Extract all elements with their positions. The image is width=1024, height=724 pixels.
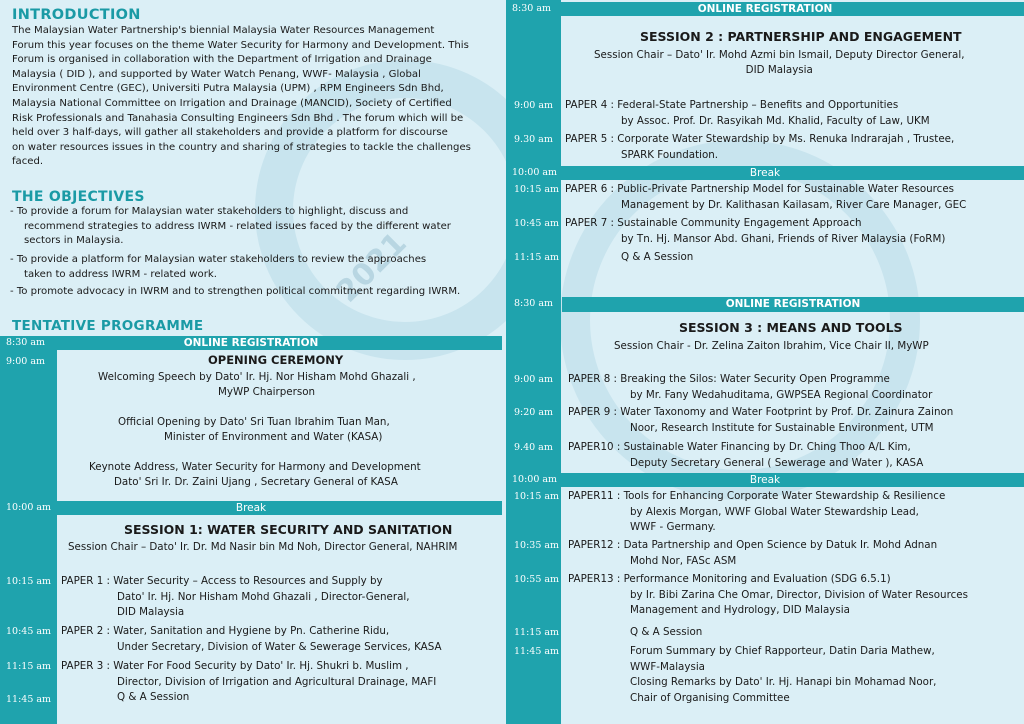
time-label: 9:20 am — [514, 407, 554, 418]
paper-12: PAPER12 : Data Partnership and Open Science by Datuk Ir. Mohd Adnan Mohd Nor, FASc ASM — [568, 539, 938, 567]
right-break-bar-1: 10:00 am Break — [506, 166, 1024, 180]
session-2-title: SESSION 2 : PARTNERSHIP AND ENGAGEMENT — [640, 29, 962, 44]
official-opening: Official Opening by Dato' Sri Tuan Ibrahim Tuan Man, Minister of Environment and Water (KASA) — [118, 416, 390, 443]
objective-item-2: - To provide a platform for Malaysian water stakeholders to review the approaches taken to address IWRM - related work. — [10, 254, 427, 280]
session-3-title: SESSION 3 : MEANS AND TOOLS — [679, 320, 903, 335]
time-label: 11:45 am — [514, 646, 560, 657]
left-registration-bar: 8:30 am ONLINE REGISTRATION — [0, 336, 502, 350]
time-label: 10:45 am — [514, 218, 560, 229]
paper-9: PAPER 9 : Water Taxonomy and Water Footprint by Prof. Dr. Zainura Zainon Noor, Research Institute for Sustainable Environment, UTM — [568, 406, 954, 434]
opening-ceremony-title: OPENING CEREMONY — [208, 353, 344, 367]
time-label: 10:15 am — [6, 576, 52, 587]
time-label: 10:35 am — [514, 540, 560, 551]
time-label: 9:00 am — [514, 100, 554, 111]
paper-7: PAPER 7 : Sustainable Community Engagement Approach by Tn. Hj. Mansor Abd. Ghani, Friends of River Malaysia (FoRM) — [565, 217, 946, 245]
closing-remarks: Forum Summary by Chief Rapporteur, Datin Daria Mathew, WWF-Malaysia Closing Remarks by Dato' Ir. Hj. Hanapi bin Mohamad Noor, Chair of Organising Committee — [630, 645, 937, 704]
time-label: 9.40 am — [514, 442, 553, 453]
time-label: 10:15 am — [514, 491, 560, 502]
time-label: 9:00 am — [6, 356, 46, 367]
paper-13: PAPER13 : Performance Monitoring and Evaluation (SDG 6.5.1) by Ir. Bibi Zarina Che Omar, Director, Division of Water Resources Management and Hydrology, DID Malaysia — [568, 573, 968, 617]
time-label: 11:15 am — [514, 627, 560, 638]
objective-item-3: - To promote advocacy in IWRM and to strengthen political commitment regarding IWRM. — [10, 286, 461, 297]
time-label: 9.30 am — [514, 134, 553, 145]
right-break-bar-2: 10:00 am Break — [506, 473, 1024, 487]
intro-paragraph: The Malaysian Water Partnership's biennial Malaysia Water Resources Management Forum this year focuses on the theme Water Security for Harmony and Development. This Forum is organised in collaboration with the Department of Irrigation and Drainage Malaysia ( DID ), and supported by Water Watch Penang, WWF- Malaysia , Global Environment Centre (GEC), Universiti Putra Malaysia (UPM) , RPM Engineers Sdn Bhd, Malaysia National Committee on Irrigation and Drainage (MANCID), Society of Certified Risk Professionals and Tanahasia Consulting Engineers Sdn Bhd . The forum which will be held over 3 half-days, will gather all stakeholders and provide a platform for discourse on water resources issues in the country and sharing of strategies to tackle the challenges faced. — [12, 25, 471, 168]
paper-5: PAPER 5 : Corporate Water Stewardship by Ms. Renuka Indrarajah , Trustee, SPARK Foundation. — [565, 133, 955, 161]
paper-1: PAPER 1 : Water Security – Access to Resources and Supply by Dato' Ir. Hj. Nor Hisham Mohd Ghazali , Director-General, DID Malaysia — [61, 575, 410, 619]
paper-3: PAPER 3 : Water For Food Security by Dato' Ir. Hj. Shukri b. Muslim , Director, Division of Irrigation and Agricultural Drainage, MAFI Q & A Session — [61, 660, 437, 704]
right-registration-bar-1: 8:30 am ONLINE REGISTRATION — [506, 2, 1024, 16]
watermark-year: 2021 — [329, 225, 414, 310]
objectives-heading: THE OBJECTIVES — [12, 189, 145, 205]
time-label: 8:30 am — [514, 298, 554, 309]
paper-8: PAPER 8 : Breaking the Silos: Water Security Open Programme by Mr. Fany Wedahuditama, GWPSEA Regional Coordinator — [568, 373, 933, 401]
paper-6: PAPER 6 : Public-Private Partnership Model for Sustainable Water Resources Management by Dr. Kalithasan Kailasam, River Care Manager, GEC — [565, 183, 967, 211]
paper-11: PAPER11 : Tools for Enhancing Corporate Water Stewardship & Resilience by Alexis Morgan, WWF Global Water Stewardship Lead, WWF - Germany. — [568, 490, 946, 534]
welcoming-speech: Welcoming Speech by Dato' Ir. Hj. Nor Hisham Mohd Ghazali , MyWP Chairperson — [98, 371, 416, 398]
paper-2: PAPER 2 : Water, Sanitation and Hygiene by Pn. Catherine Ridu, Under Secretary, Division of Water & Sewerage Services, KASA — [61, 625, 442, 653]
programme-heading: TENTATIVE PROGRAMME — [12, 318, 204, 334]
session-3-chair: Session Chair - Dr. Zelina Zaiton Ibrahim, Vice Chair II, MyWP — [614, 340, 929, 352]
session-1-title: SESSION 1: WATER SECURITY AND SANITATION — [124, 522, 453, 537]
paper-10: PAPER10 : Sustainable Water Financing by Dr. Ching Thoo A/L Kim, Deputy Secretary General ( Sewerage and Water ), KASA — [568, 441, 924, 469]
session-2-chair: Session Chair – Dato' Ir. Mohd Azmi bin Ismail, Deputy Director General, DID Malaysia — [594, 49, 965, 76]
time-label: 11:15 am — [514, 252, 560, 263]
time-label: 10:15 am — [514, 184, 560, 195]
intro-heading: INTRODUCTION — [12, 7, 141, 23]
objective-item-1: - To provide a forum for Malaysian water stakeholders to highlight, discuss and recommend strategies to address IWRM - related issues faced by the different water sectors in Malaysia. — [10, 206, 451, 247]
qa-session-3: Q & A Session — [630, 626, 703, 638]
time-label: 10:55 am — [514, 574, 560, 585]
qa-session-2: Q & A Session — [621, 251, 694, 263]
right-registration-bar-2: ONLINE REGISTRATION — [562, 297, 1024, 312]
session-1-chair: Session Chair – Dato' Ir. Dr. Md Nasir bin Md Noh, Director General, NAHRIM — [68, 541, 458, 553]
time-label: 9:00 am — [514, 374, 554, 385]
time-label: 11:45 am — [6, 694, 52, 705]
left-break-bar: 10:00 am Break — [0, 501, 502, 515]
time-label: 10:45 am — [6, 626, 52, 637]
paper-4: PAPER 4 : Federal-State Partnership – Benefits and Opportunities by Assoc. Prof. Dr. Rasyikah Md. Khalid, Faculty of Law, UKM — [565, 99, 930, 127]
keynote-address: Keynote Address, Water Security for Harmony and Development Dato' Sri Ir. Dr. Zaini Ujang , Secretary General of KASA — [89, 461, 421, 488]
time-label: 11:15 am — [6, 661, 52, 672]
